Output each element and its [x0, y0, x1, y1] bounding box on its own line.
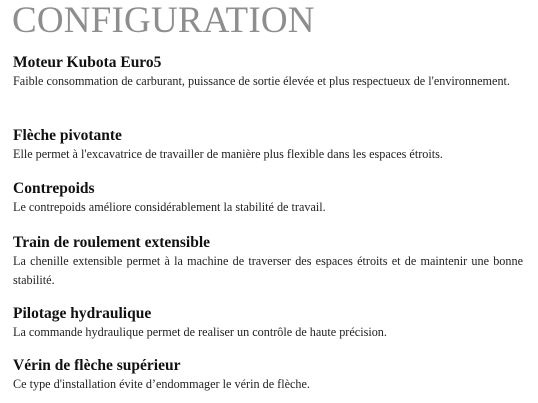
page-title: CONFIGURATION — [12, 0, 315, 41]
feature-title: Vérin de flèche supérieur — [13, 357, 181, 374]
feature-title: Moteur Kubota Euro5 — [13, 54, 162, 71]
feature-extendable-undercarriage — [13, 233, 523, 289]
feature-description: Le contrepoids améliore considérablement la stabilité de travail. — [13, 200, 326, 214]
feature-swing-boom — [13, 126, 523, 164]
feature-hydraulic-pilot — [13, 304, 523, 342]
feature-title: Contrepoids — [13, 180, 95, 197]
feature-upper-boom-cylinder — [13, 356, 523, 394]
feature-title: Train de roulement extensible — [13, 234, 211, 251]
feature-description: Elle permet à l'excavatrice de travailler de manière plus flexible dans les espaces étroits. — [13, 147, 443, 161]
feature-description: La commande hydraulique permet de realiser un contrôle de haute précision. — [13, 325, 387, 339]
feature-description: Ce type d'installation évite d’endommager le vérin de flèche. — [13, 377, 310, 391]
feature-description: La chenille extensible permet à la machine de traverser des espaces étroits et de maintenir une bonne stabilité. — [13, 254, 523, 287]
feature-counterweight — [13, 179, 523, 217]
feature-kubota-engine — [13, 53, 523, 91]
feature-title: Flèche pivotante — [13, 127, 122, 144]
feature-description: Faible consommation de carburant, puissance de sortie élevée et plus respectueux de l'environnement. — [13, 74, 510, 88]
feature-title: Pilotage hydraulique — [13, 305, 152, 322]
